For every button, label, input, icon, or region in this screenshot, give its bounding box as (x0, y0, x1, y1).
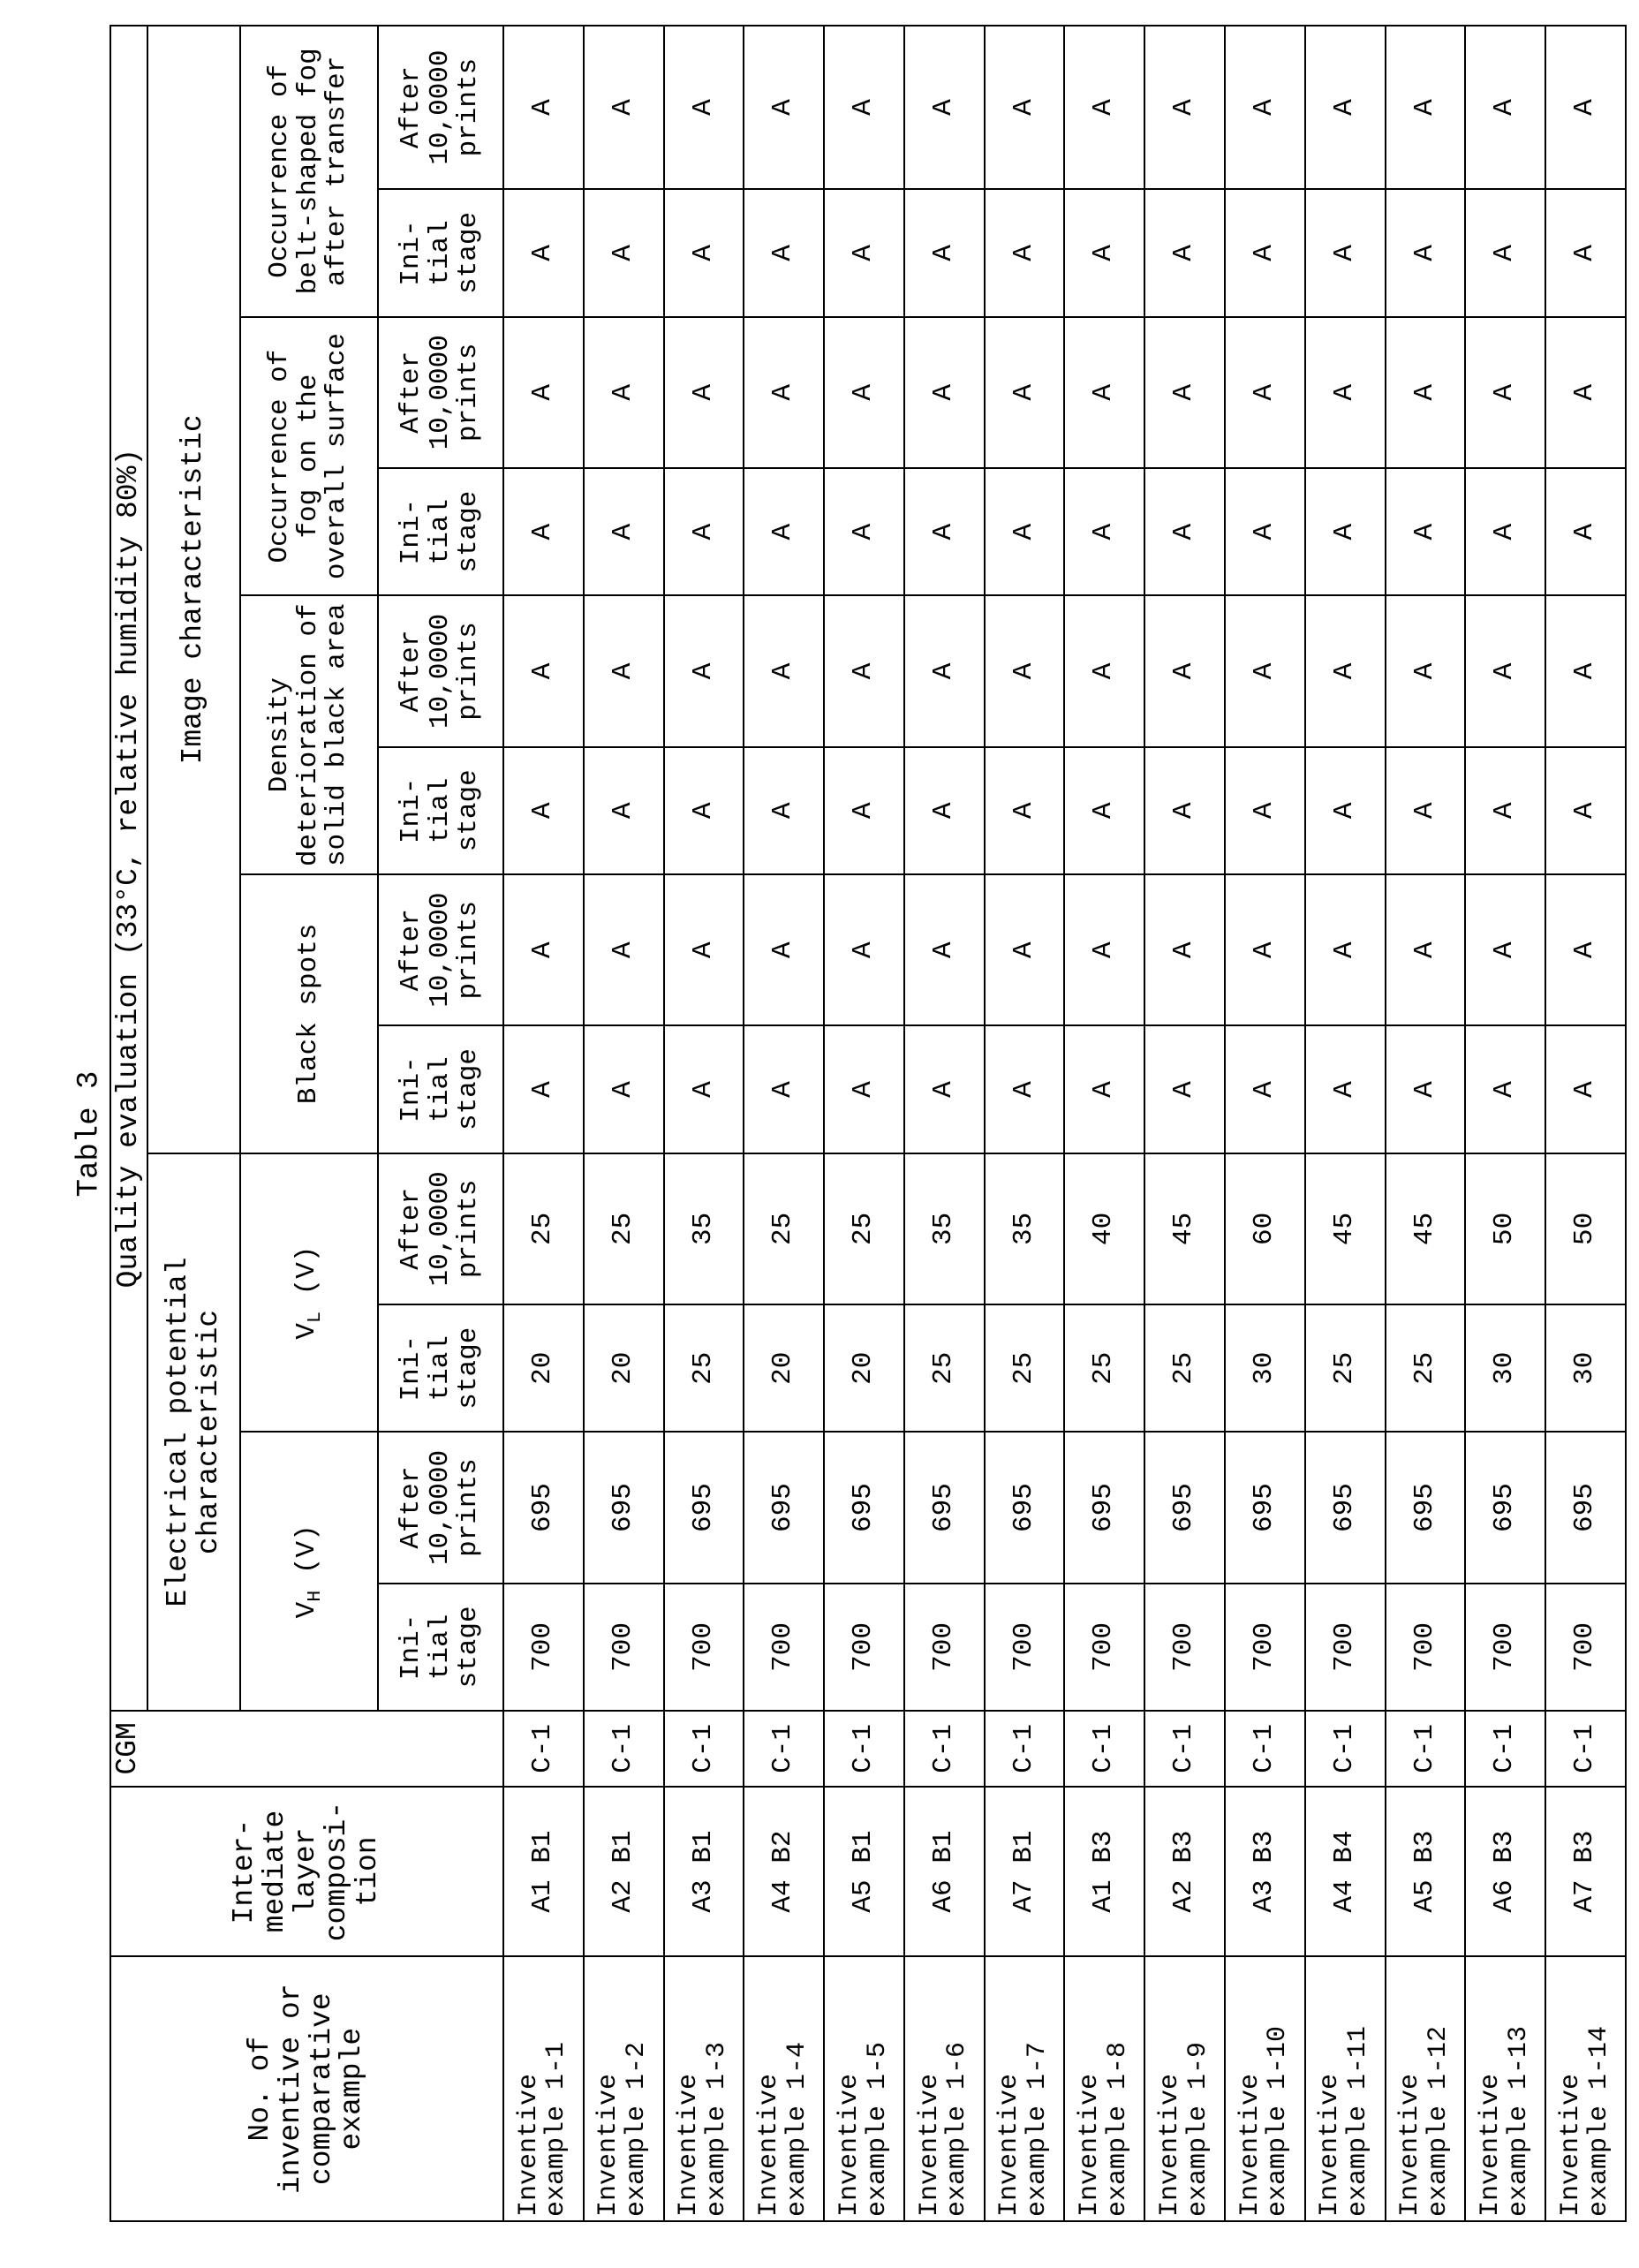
cell-bs-i: A (1144, 1025, 1225, 1153)
header-dd-after: After 10,0000 prints (378, 595, 503, 746)
cell-vh-i: 700 (664, 1584, 744, 1711)
cell-fb-i: A (824, 189, 904, 316)
cell-bs-i: A (503, 1025, 584, 1153)
header-fb-initial: Ini- tial stage (378, 189, 503, 316)
cell-fo-i: A (584, 468, 664, 595)
table-row (503, 26, 584, 2221)
cell-dd-a: A (1064, 595, 1144, 746)
cell-vl-i: 20 (744, 1304, 824, 1432)
cell-layer: A5 B1 (824, 1787, 904, 1957)
cell-fb-a: A (985, 26, 1065, 189)
table-row (1465, 26, 1545, 2221)
cell-fb-a: A (1225, 26, 1305, 189)
cell-fb-a: A (744, 26, 824, 189)
cell-vh-a: 695 (1545, 1432, 1626, 1583)
cell-vh-a: 695 (744, 1432, 824, 1583)
cell-bs-a: A (503, 874, 584, 1025)
cell-vh-i: 700 (744, 1584, 824, 1711)
cell-fb-a: A (503, 26, 584, 189)
cell-bs-i: A (1225, 1025, 1305, 1153)
cell-cgm: C-1 (503, 1711, 584, 1787)
header-vh-after: After 10,0000 prints (378, 1432, 503, 1583)
cell-vl-i: 25 (1386, 1304, 1466, 1432)
cell-fo-i: A (503, 468, 584, 595)
cell-dd-a: A (1144, 595, 1225, 746)
cell-vl-i: 20 (584, 1304, 664, 1432)
table-row (824, 26, 904, 2221)
cell-bs-i: A (1064, 1025, 1144, 1153)
cell-cgm: C-1 (1225, 1711, 1305, 1787)
quality-evaluation-table (110, 25, 1627, 2222)
cell-vl-i: 25 (664, 1304, 744, 1432)
table-row (1386, 26, 1466, 2221)
cell-fb-i: A (664, 189, 744, 316)
row-label: Inventive example 1-13 (1465, 1956, 1545, 2221)
cell-dd-a: A (1305, 595, 1386, 746)
cell-fo-i: A (1305, 468, 1386, 595)
cell-fo-i: A (1465, 468, 1545, 595)
header-electrical-potential: Electrical potential characteristic (147, 1153, 240, 1711)
cell-bs-a: A (1144, 874, 1225, 1025)
cell-fo-i: A (1386, 468, 1466, 595)
cell-fb-a: A (824, 26, 904, 189)
cell-layer: A1 B1 (503, 1787, 584, 1957)
cell-dd-i: A (503, 747, 584, 874)
cell-dd-i: A (664, 747, 744, 874)
cell-vl-i: 25 (1305, 1304, 1386, 1432)
cell-fb-i: A (985, 189, 1065, 316)
cell-fo-i: A (664, 468, 744, 595)
row-label: Inventive example 1-10 (1225, 1956, 1305, 2221)
cell-vl-a: 35 (985, 1153, 1065, 1304)
table-row (584, 26, 664, 2221)
table-body (503, 26, 1626, 2221)
row-label: Inventive example 1-14 (1545, 1956, 1626, 2221)
row-label: Inventive example 1-5 (824, 1956, 904, 2221)
header-fo-initial: Ini- tial stage (378, 468, 503, 595)
cell-dd-i: A (1465, 747, 1545, 874)
cell-dd-i: A (1545, 747, 1626, 874)
cell-fo-a: A (584, 317, 664, 468)
cell-dd-a: A (664, 595, 744, 746)
table-row (1064, 26, 1144, 2221)
cell-fo-a: A (664, 317, 744, 468)
cell-cgm: C-1 (1545, 1711, 1626, 1787)
cell-vl-a: 25 (824, 1153, 904, 1304)
cell-cgm: C-1 (1386, 1711, 1466, 1787)
header-fog-belt: Occurrence of belt-shaped fog after transfer (240, 26, 378, 317)
cell-vh-i: 700 (824, 1584, 904, 1711)
cell-bs-i: A (1545, 1025, 1626, 1153)
cell-fb-i: A (1545, 189, 1626, 316)
col-header-cgm: CGM (110, 1711, 503, 1787)
cell-vh-a: 695 (1144, 1432, 1225, 1583)
cell-vl-a: 35 (904, 1153, 985, 1304)
cell-dd-a: A (503, 595, 584, 746)
cell-vl-a: 50 (1465, 1153, 1545, 1304)
row-label: Inventive example 1-3 (664, 1956, 744, 2221)
cell-fb-a: A (1545, 26, 1626, 189)
cell-fo-i: A (904, 468, 985, 595)
cell-fb-i: A (1225, 189, 1305, 316)
cell-fb-a: A (1386, 26, 1466, 189)
header-dd-initial: Ini- tial stage (378, 747, 503, 874)
cell-vh-i: 700 (1305, 1584, 1386, 1711)
cell-fb-i: A (744, 189, 824, 316)
cell-bs-a: A (744, 874, 824, 1025)
cell-fb-a: A (1305, 26, 1386, 189)
cell-vl-a: 35 (664, 1153, 744, 1304)
cell-bs-a: A (664, 874, 744, 1025)
cell-dd-a: A (1386, 595, 1466, 746)
header-vl-after: After 10,0000 prints (378, 1153, 503, 1304)
cell-fo-i: A (1144, 468, 1225, 595)
header-vl: VL (V) (240, 1153, 378, 1433)
cell-vh-a: 695 (985, 1432, 1065, 1583)
cell-vl-a: 50 (1545, 1153, 1626, 1304)
cell-vl-a: 25 (584, 1153, 664, 1304)
cell-vl-a: 60 (1225, 1153, 1305, 1304)
cell-vh-a: 695 (584, 1432, 664, 1583)
cell-dd-i: A (1305, 747, 1386, 874)
table-row (1144, 26, 1225, 2221)
cell-fb-i: A (904, 189, 985, 316)
cell-fo-a: A (1225, 317, 1305, 468)
cell-bs-a: A (985, 874, 1065, 1025)
cell-bs-a: A (1064, 874, 1144, 1025)
cell-bs-i: A (1465, 1025, 1545, 1153)
cell-bs-i: A (584, 1025, 664, 1153)
header-image-characteristic: Image characteristic (147, 26, 240, 1153)
cell-fb-a: A (584, 26, 664, 189)
cell-vh-i: 700 (1545, 1584, 1626, 1711)
header-bs-after: After 10,0000 prints (378, 874, 503, 1025)
header-black-spots: Black spots (240, 874, 378, 1153)
cell-bs-a: A (584, 874, 664, 1025)
cell-fo-a: A (1064, 317, 1144, 468)
cell-fo-a: A (1465, 317, 1545, 468)
cell-cgm: C-1 (664, 1711, 744, 1787)
cell-cgm: C-1 (904, 1711, 985, 1787)
cell-vh-a: 695 (1305, 1432, 1386, 1583)
cell-vl-i: 30 (1225, 1304, 1305, 1432)
cell-fb-a: A (904, 26, 985, 189)
cell-layer: A6 B3 (1465, 1787, 1545, 1957)
cell-fb-i: A (584, 189, 664, 316)
cell-bs-i: A (824, 1025, 904, 1153)
cell-fb-a: A (1144, 26, 1225, 189)
cell-dd-a: A (1465, 595, 1545, 746)
cell-vh-i: 700 (584, 1584, 664, 1711)
cell-dd-i: A (584, 747, 664, 874)
cell-vl-a: 45 (1305, 1153, 1386, 1304)
cell-bs-a: A (1225, 874, 1305, 1025)
cell-layer: A5 B3 (1386, 1787, 1466, 1957)
cell-vl-a: 45 (1144, 1153, 1225, 1304)
cell-fo-a: A (904, 317, 985, 468)
cell-vh-i: 700 (1225, 1584, 1305, 1711)
cell-fo-a: A (1386, 317, 1466, 468)
table-row (744, 26, 824, 2221)
cell-fo-a: A (744, 317, 824, 468)
header-vl-initial: Ini- tial stage (378, 1304, 503, 1432)
cell-dd-i: A (744, 747, 824, 874)
cell-fo-a: A (1144, 317, 1225, 468)
cell-layer: A1 B3 (1064, 1787, 1144, 1957)
cell-vh-i: 700 (1144, 1584, 1225, 1711)
cell-vl-a: 25 (744, 1153, 824, 1304)
cell-vl-a: 45 (1386, 1153, 1466, 1304)
cell-vh-a: 695 (1064, 1432, 1144, 1583)
table-row (664, 26, 744, 2221)
cell-bs-i: A (664, 1025, 744, 1153)
row-label: Inventive example 1-2 (584, 1956, 664, 2221)
row-label: Inventive example 1-8 (1064, 1956, 1144, 2221)
cell-fo-i: A (744, 468, 824, 595)
table-title: Table 3 (72, 1071, 106, 1198)
cell-layer: A7 B1 (985, 1787, 1065, 1957)
cell-vl-i: 25 (1144, 1304, 1225, 1432)
cell-fb-i: A (1305, 189, 1386, 316)
cell-fb-i: A (1465, 189, 1545, 316)
cell-vh-i: 700 (1386, 1584, 1466, 1711)
cell-dd-a: A (1225, 595, 1305, 746)
cell-fo-a: A (824, 317, 904, 468)
cell-dd-i: A (1064, 747, 1144, 874)
cell-fo-a: A (985, 317, 1065, 468)
row-label: Inventive example 1-7 (985, 1956, 1065, 2221)
cell-layer: A4 B2 (744, 1787, 824, 1957)
cell-cgm: C-1 (1144, 1711, 1225, 1787)
row-label: Inventive example 1-12 (1386, 1956, 1466, 2221)
cell-vl-a: 25 (503, 1153, 584, 1304)
cell-layer: A7 B3 (1545, 1787, 1626, 1957)
cell-cgm: C-1 (985, 1711, 1065, 1787)
cell-layer: A4 B4 (1305, 1787, 1386, 1957)
cell-cgm: C-1 (1064, 1711, 1144, 1787)
col-header-intermediate-layer: Inter- mediate layer composi- tion (110, 1787, 503, 1957)
header-vh: VH (V) (240, 1432, 378, 1711)
row-label: Inventive example 1-1 (503, 1956, 584, 2221)
cell-fb-a: A (664, 26, 744, 189)
header-bs-initial: Ini- tial stage (378, 1025, 503, 1153)
cell-layer: A2 B1 (584, 1787, 664, 1957)
cell-dd-i: A (1386, 747, 1466, 874)
col-header-example: No. of inventive or comparative example (110, 1956, 503, 2221)
cell-dd-i: A (985, 747, 1065, 874)
table-row (1305, 26, 1386, 2221)
header-density-deterioration: Density deterioration of solid black area (240, 595, 378, 874)
cell-cgm: C-1 (1465, 1711, 1545, 1787)
cell-cgm: C-1 (744, 1711, 824, 1787)
cell-dd-a: A (904, 595, 985, 746)
cell-bs-a: A (1465, 874, 1545, 1025)
cell-dd-a: A (744, 595, 824, 746)
cell-vh-i: 700 (1465, 1584, 1545, 1711)
cell-vl-i: 30 (1465, 1304, 1545, 1432)
row-label: Inventive example 1-11 (1305, 1956, 1386, 2221)
cell-bs-i: A (985, 1025, 1065, 1153)
cell-vh-a: 695 (503, 1432, 584, 1583)
cell-vl-a: 40 (1064, 1153, 1144, 1304)
cell-vh-i: 700 (1064, 1584, 1144, 1711)
header-vh-initial: Ini- tial stage (378, 1584, 503, 1711)
cell-bs-a: A (1305, 874, 1386, 1025)
cell-fb-a: A (1465, 26, 1545, 189)
cell-dd-i: A (1225, 747, 1305, 874)
cell-cgm: C-1 (1305, 1711, 1386, 1787)
table-row (1545, 26, 1626, 2221)
row-label: Inventive example 1-9 (1144, 1956, 1225, 2221)
row-label: Inventive example 1-4 (744, 1956, 824, 2221)
cell-fb-i: A (1386, 189, 1466, 316)
cell-dd-a: A (584, 595, 664, 746)
cell-vl-i: 20 (824, 1304, 904, 1432)
cell-fo-i: A (824, 468, 904, 595)
cell-vh-i: 700 (503, 1584, 584, 1711)
cell-bs-a: A (824, 874, 904, 1025)
cell-vh-a: 695 (904, 1432, 985, 1583)
cell-dd-i: A (904, 747, 985, 874)
cell-fo-a: A (1305, 317, 1386, 468)
cell-layer: A2 B3 (1144, 1787, 1225, 1957)
cell-vh-a: 695 (824, 1432, 904, 1583)
cell-fo-i: A (985, 468, 1065, 595)
cell-vh-i: 700 (904, 1584, 985, 1711)
cell-cgm: C-1 (824, 1711, 904, 1787)
cell-vh-a: 695 (1225, 1432, 1305, 1583)
cell-vl-i: 30 (1545, 1304, 1626, 1432)
rotated-table-container (110, 25, 1627, 2222)
header-fb-after: After 10,0000 prints (378, 26, 503, 189)
cell-bs-i: A (904, 1025, 985, 1153)
header-quality-evaluation: Quality evaluation (33°C, relative humidity 80%) (110, 26, 147, 1711)
cell-fo-a: A (503, 317, 584, 468)
cell-dd-a: A (985, 595, 1065, 746)
cell-dd-a: A (824, 595, 904, 746)
cell-fb-i: A (503, 189, 584, 316)
cell-dd-i: A (824, 747, 904, 874)
table-row (904, 26, 985, 2221)
cell-fb-i: A (1064, 189, 1144, 316)
cell-vl-i: 20 (503, 1304, 584, 1432)
cell-bs-i: A (1305, 1025, 1386, 1153)
cell-vl-i: 25 (1064, 1304, 1144, 1432)
header-fog-overall: Occurrence of fog on the overall surface (240, 317, 378, 596)
cell-vl-i: 25 (985, 1304, 1065, 1432)
row-label: Inventive example 1-6 (904, 1956, 985, 2221)
cell-vh-a: 695 (664, 1432, 744, 1583)
cell-vh-a: 695 (1386, 1432, 1466, 1583)
cell-dd-a: A (1545, 595, 1626, 746)
cell-vh-a: 695 (1465, 1432, 1545, 1583)
cell-bs-a: A (1386, 874, 1466, 1025)
table-row (1225, 26, 1305, 2221)
cell-cgm: C-1 (584, 1711, 664, 1787)
cell-vh-i: 700 (985, 1584, 1065, 1711)
cell-bs-i: A (1386, 1025, 1466, 1153)
cell-bs-a: A (1545, 874, 1626, 1025)
cell-fb-i: A (1144, 189, 1225, 316)
cell-fo-a: A (1545, 317, 1626, 468)
cell-vl-i: 25 (904, 1304, 985, 1432)
cell-layer: A3 B1 (664, 1787, 744, 1957)
cell-fb-a: A (1064, 26, 1144, 189)
cell-layer: A3 B3 (1225, 1787, 1305, 1957)
cell-layer: A6 B1 (904, 1787, 985, 1957)
header-fo-after: After 10,0000 prints (378, 317, 503, 468)
cell-bs-a: A (904, 874, 985, 1025)
cell-bs-i: A (744, 1025, 824, 1153)
cell-fo-i: A (1225, 468, 1305, 595)
cell-fo-i: A (1064, 468, 1144, 595)
table-row (985, 26, 1065, 2221)
cell-fo-i: A (1545, 468, 1626, 595)
cell-dd-i: A (1144, 747, 1225, 874)
